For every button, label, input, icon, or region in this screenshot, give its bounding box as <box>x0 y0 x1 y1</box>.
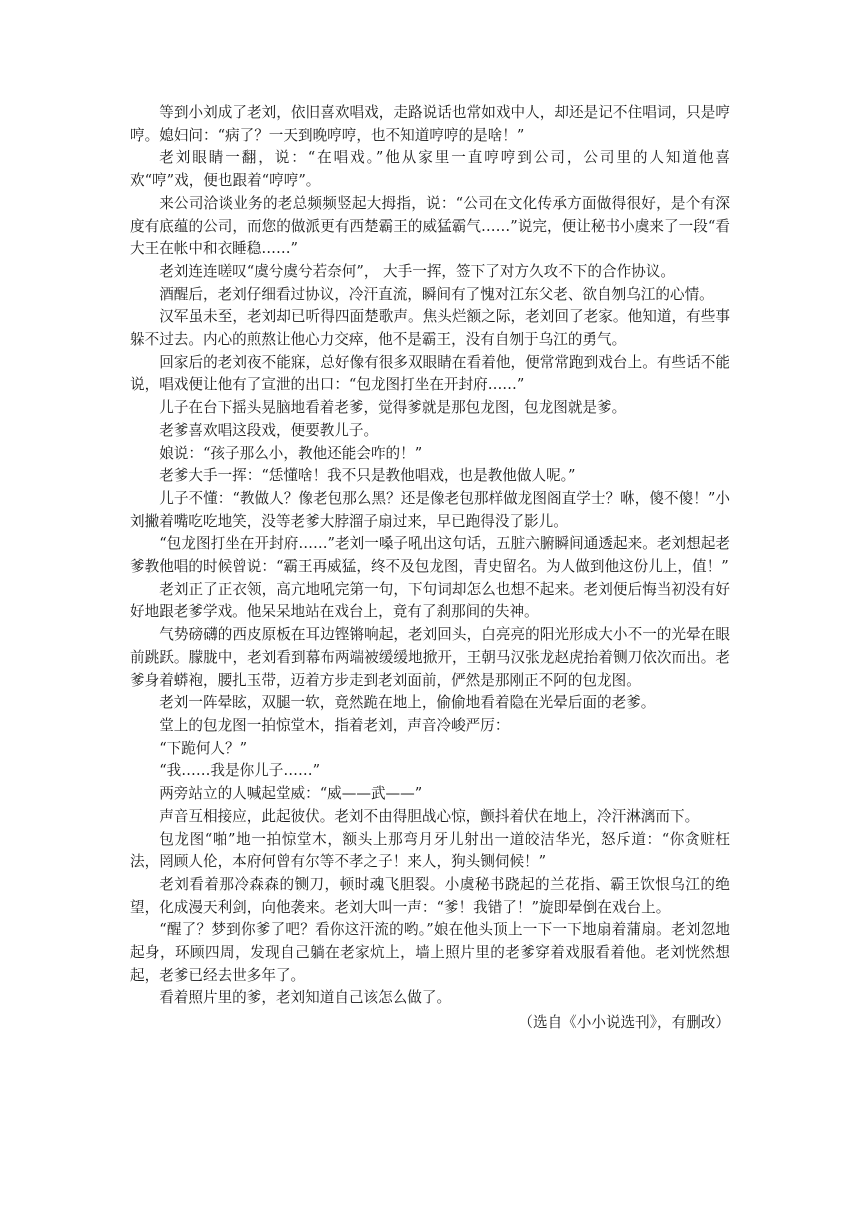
paragraph: “包龙图打坐在开封府……”老刘一嗓子吼出这句话，五脏六腑瞬间通透起来。老刘想起老爹教他唱的时候曾说：“霸王再威猛，终不及包龙图，青史留名。为人做到他这份儿上，值！” <box>130 535 730 576</box>
paragraph: 酒醒后，老刘仔细看过协议，冷汗直流，瞬间有了愧对江东父老、欲自刎乌江的心情。 <box>159 285 714 303</box>
paragraph: 老刘一阵晕眩，双腿一软，竟然跪在地上，偷偷地看着隐在光晕后面的老爹。 <box>159 694 656 712</box>
paragraph: 老刘眼睛一翻，说：“在唱戏。”他从家里一直哼哼到公司，公司里的人知道他喜欢“哼”戏，便也跟着“哼哼”。 <box>130 149 730 190</box>
source-note: （选自《小小说选刊》，有删改） <box>518 1014 730 1032</box>
paragraph: 看着照片里的爹，老刘知道自己该怎么做了。 <box>159 989 452 1007</box>
paragraph: 来公司洽谈业务的老总频频竖起大拇指，说：“公司在文化传承方面做得很好，是个有深度有底蕴的公司，而您的做派更有西楚霸王的威猛霸气……”说完，便让秘书小虞来了一段“看大王在帐中和衣睡稳……” <box>130 194 730 258</box>
paragraph: 气势磅礴的西皮原板在耳边铿锵响起，老刘回头，白亮亮的阳光形成大小不一的光晕在眼前跳跃。朦胧中，老刘看到幕布两端被缓缓地掀开，王朝马汉张龙赵虎抬着铡刀依次而出。老爹身着蟒袍，腰扎玉带，迈着方步走到老刘面前，俨然是那刚正不阿的包龙图。 <box>130 626 730 689</box>
paragraph: 堂上的包龙图一拍惊堂木，指着老刘，声音冷峻严厉： <box>159 716 510 734</box>
paragraph: 回家后的老刘夜不能寐，总好像有很多双眼睛在看着他，便常常跑到戏台上。有些话不能说，唱戏便让他有了宣泄的出口：“包龙图打坐在开封府……” <box>130 353 730 394</box>
paragraph: “下跪何人？” <box>159 739 248 757</box>
paragraph: 老爹喜欢唱这段戏，便要教儿子。 <box>159 421 379 439</box>
paragraph: “我……我是你儿子……” <box>159 762 321 780</box>
paragraph: 声音互相接应，此起彼伏。老刘不由得胆战心惊，颤抖着伏在地上，冷汗淋漓而下。 <box>159 807 700 825</box>
paragraph: 老刘看着那冷森森的铡刀，顿时魂飞胆裂。小虞秘书跷起的兰花指、霸王饮恨乌江的绝望，化成漫天利剑，向他袭来。老刘大叫一声：“爹！我错了！”旋即晕倒在戏台上。 <box>130 875 730 916</box>
paragraph: 老刘正了正衣领，高亢地吼完第一句，下句词却怎么也想不起来。老刘便后悔当初没有好好地跟老爹学戏。他呆呆地站在戏台上，竟有了刹那间的失神。 <box>130 580 730 621</box>
article-body <box>130 102 730 1035</box>
paragraph: 儿子不懂：“教做人？像老包那么黑？还是像老包那样做龙图阁直学士？咻，傻不傻！”小刘撇着嘴吃吃地笑，没等老爹大脖溜子扇过来，早已跑得没了影儿。 <box>130 489 730 530</box>
paragraph: “醒了？梦到你爹了吧？看你这汗流的哟。”娘在他头顶上一下一下地扇着蒲扇。老刘忽地起身，环顾四周，发现自己躺在老家炕上，墙上照片里的老爹穿着戏服看着他。老刘恍然想起，老爹已经去世多年了。 <box>130 921 730 984</box>
paragraph: 汉军虽未至，老刘却已听得四面楚歌声。焦头烂额之际，老刘回了老家。他知道，有些事躲不过去。内心的煎熬让他心力交瘁，他不是霸王，没有自刎于乌江的勇气。 <box>130 308 730 349</box>
paragraph: 老爹大手一挥：“恁懂啥！我不只是教他唱戏，也是教他做人呢。” <box>159 467 576 485</box>
paragraph: 两旁站立的人喊起堂威：“威——武——” <box>159 785 423 803</box>
paragraph: 老刘连连嗟叹“虞兮虞兮若奈何”， 大手一挥，签下了对方久攻不下的合作协议。 <box>159 262 675 280</box>
paragraph: 等到小刘成了老刘，依旧喜欢唱戏，走路说话也常如戏中人，却还是记不住唱词，只是哼哼。媳妇问：“病了？一天到晚哼哼，也不知道哼哼的是啥！” <box>130 104 730 144</box>
paragraph: 儿子在台下摇头晃脑地看着老爹，觉得爹就是那包龙图，包龙图就是爹。 <box>159 399 627 417</box>
paragraph: 娘说：“孩子那么小，教他还能会咋的！” <box>159 444 423 462</box>
paragraph: 包龙图“啪”地一拍惊堂木，额头上那弯月牙儿射出一道皎洁华光，怒斥道：“你贪赃枉法，罔顾人伦，本府何曾有尔等不孝之子！来人，狗头铡伺候！” <box>130 830 730 871</box>
